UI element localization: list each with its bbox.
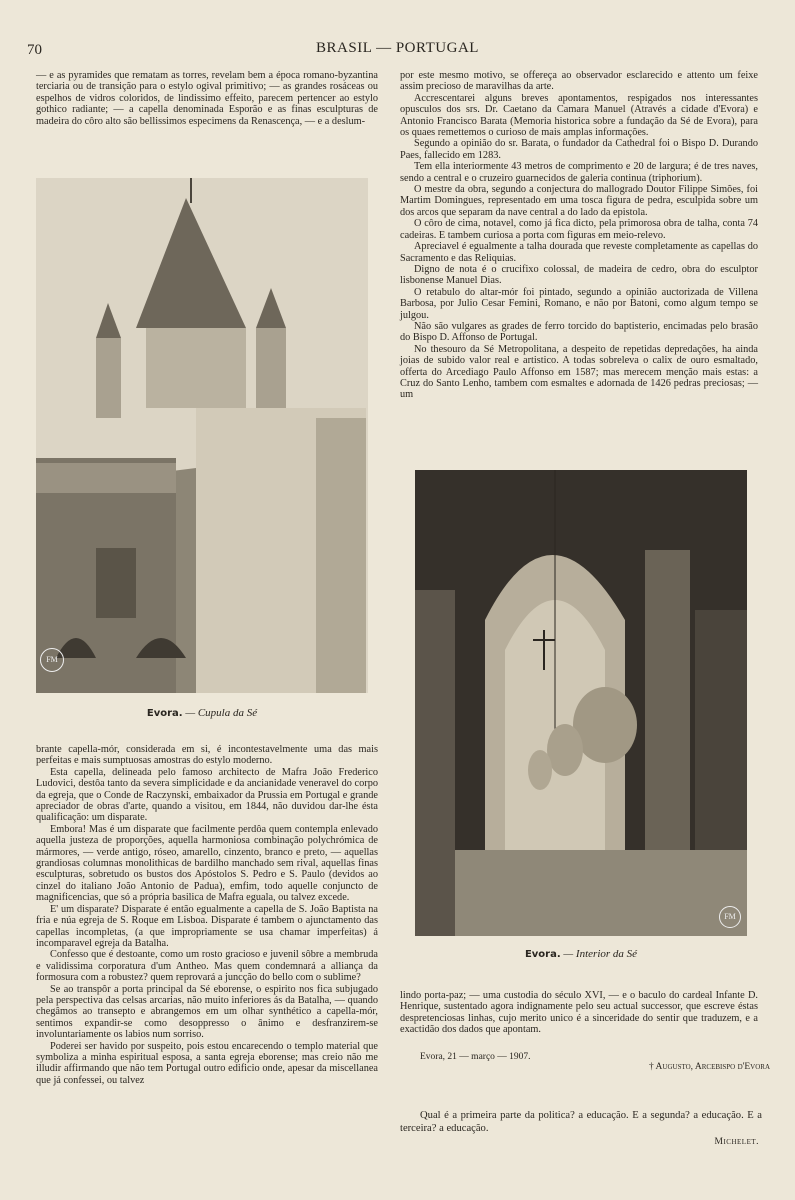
paragraph: por este mesmo motivo, se offereça ao observador esclarecido e attento um feixe assim precioso de maravilhas da arte. (400, 70, 758, 93)
left-column-bottom (36, 744, 378, 1086)
interior-photo (415, 470, 747, 936)
right-column-top (400, 70, 758, 401)
caption-place: Evora. (524, 949, 561, 960)
caption-place: Evora. (146, 708, 183, 719)
paragraph: No thesouro da Sé Metropolitana, a despeito de repetidas depredações, ha ainda joias de subido valor real e artistico. A todas sobreleva o calix de ouro esmaltado, offerta do Arcediago Paulo Affonso em 1587; mas merecem menção mais estas: a Cruz do Santo Lenho, tambem com esmaltes e adornada de 1426 pedras preciosas; — um (400, 343, 758, 401)
cathedral-dome-photo (36, 178, 368, 693)
photographer-monogram-icon: FM (40, 648, 64, 672)
paragraph: Se ao transpôr a porta principal da Sé eborense, o espirito nos fica subjugado pela perspectiva das celsas arcarias, não muito inferiores ás da Batalha, — quando chegâmos ao transepto e abrangemos em um olhar synthético a capella-mór, sentimos expandir-se como desoppresso o ânimo e desfranzirem-se involuntariamente os labios num sorriso. (36, 983, 378, 1041)
closing-quote: Qual é a primeira parte da politica? a educação. E a segunda? a educação. E a terceira? a educação. (400, 1110, 762, 1134)
paragraph: Digno de nota é o crucifixo colossal, de madeira de cedro, obra do esculptor lisbonense Manuel Dias. (400, 263, 758, 287)
paragraph: Confesso que é destoante, como um rosto gracioso e juvenil sôbre a membruda e validissima corporatura d'um Antheo. Mas quem condemnará a alliança da formosura com a robustez? quem reprovará a juncção do bello com o sublime? (36, 949, 378, 984)
paragraph: O retabulo do altar-mór foi pintado, segundo a opinião auctorizada de Villena Barbosa, por Julio Cesar Femini, Romano, e não por Batoni, como algum tempo se julgou. (400, 286, 758, 321)
right-column-bottom (400, 990, 758, 1036)
paragraph: Accrescentarei alguns breves apontamentos, respigados nos interessantes opusculos dos srs. Dr. Caetano da Camara Manuel (Através a cidade d'Evora) e Antonio Francisco Barata (Memoria historica sobre a fundação da Sé de Evora), para os quaes remettemos o curioso de mais amplas informações. (400, 92, 758, 139)
paragraph: Embora! Mas é um disparate que facilmente perdôa quem contempla enlevado aquella justeza de proporções, aquella harmoniosa combinação polychrómica de mármores, — verde antigo, róseo, amarello, cinzento, branco e preto, — aquellas grandiosas columnas monolithicas de bardilho manchado sem rival, aquellas finas esculpturas, sobretudo os bustos dos Apóstolos S. Pedro e S. Paulo (devidos ao cinzel do italiano João Antonio de Padua), emfim, todo aquelle conjuncto de magnificencias, que só a própria basilica de Mafra eguala, ou talvez excede. (36, 823, 378, 904)
paragraph: O mestre da obra, segundo a conjectura do mallogrado Doutor Filippe Simões, foi Martim Domingues, representado em uma tosca figura de pedra, esculpida sobre um dos arcos que separam da nave central a do lado da epistola. (400, 184, 758, 218)
paragraph: Tem ella interiormente 43 metros de comprimento e 20 de largura; é de tres naves, sendo a central e o cruzeiro guarnecidos de galeria continua (triphorium). (400, 161, 758, 184)
photographer-monogram-icon: FM (719, 906, 741, 928)
running-head: BRASIL — PORTUGAL (316, 40, 479, 56)
paragraph: brante capella-mór, considerada em si, é incontestavelmente uma das mais perfeitas e mais sumptuosas amostras do estylo moderno. (36, 744, 378, 767)
paragraph: Esta capella, delineada pelo famoso architecto de Mafra João Frederico Ludovici, destôa tanto da severa simplicidade e da ancianidade veneravel do corpo da egreja, que o Conde de Raczynski, embaixador da Prussia em Portugal e grande apreciador de obras d'arte, quando a visitou, em 1844, não duvidou dar-lhe ésta qualificação: um disparate. (36, 766, 378, 824)
paragraph: Segundo a opinião do sr. Barata, o fundador da Cathedral foi o Bispo D. Durando Paes, fallecido em 1283. (400, 138, 758, 161)
paragraph: Não são vulgares as grades de ferro torcido do baptisterio, encimadas pelo brasão do Bispo D. Affonso de Portugal. (400, 320, 758, 344)
caption-cathedral (0, 707, 404, 719)
caption-text: — Cupula da Sé (185, 707, 258, 719)
signature: † Augusto, Arcebispo d'Evora (648, 1062, 770, 1072)
caption-interior (415, 948, 747, 960)
paragraph: Apreciavel é egualmente a talha dourada que reveste completamente as capellas do Sacramento e das Reliquias. (400, 241, 758, 264)
caption-text: — Interior da Sé (563, 948, 638, 960)
paragraph: — e as pyramides que rematam as torres, revelam bem a época romano-byzantina terciaria ou de transição para o estylo ogival primitivo; — as grandes rosáceas ou espelhos de vidros coloridos, de lindissimo effeito, parecem pertencer ao estylo gothico radiante; — a capella denominada Esporão e as finas esculpturas de madeira do côro alto são bellissimos especimens da Renascença, — e a deslum- (36, 70, 378, 127)
left-column-top (36, 70, 378, 127)
paragraph: Poderei ser havido por suspeito, pois estou encarecendo o templo material que symboliza a minha espiritual esposa, a santa egreja eborense; mas creio não me illudir affirmando que não tem Portugal outro edificio onde, apesar da miscellanea que já confessei, ou talvez (36, 1040, 378, 1086)
page-number: 70 (27, 42, 42, 58)
paragraph: lindo porta-paz; — uma custodia do século XVI, — e o baculo do cardeal Infante D. Henrique, sustentado agora indignamente pelo seu actual successor, que escreve éstas despretenciosas linhas, cujo merito unico é a sinceridade do sentir que traduzem, e a exactidão dos dados que apontam. (400, 990, 758, 1036)
quote-author: Michelet. (714, 1137, 759, 1147)
paragraph: E' um disparate? Disparate é então egualmente a capella de S. João Baptista na fria e núa egreja de S. Roque em Lisboa. Disparate é tambem o ajunctamento das capellas incompletas, (a que impropriamente se usa chamar imperfeitas) á incomparavel egreja da Batalha. (36, 903, 378, 949)
dateline: Evora, 21 — março — 1907. (420, 1052, 531, 1062)
paragraph: O côro de cima, notavel, como já fica dicto, pela primorosa obra de talha, conta 74 cadeiras. E tambem curiosa a porta com figuras em meio-relevo. (400, 218, 758, 241)
